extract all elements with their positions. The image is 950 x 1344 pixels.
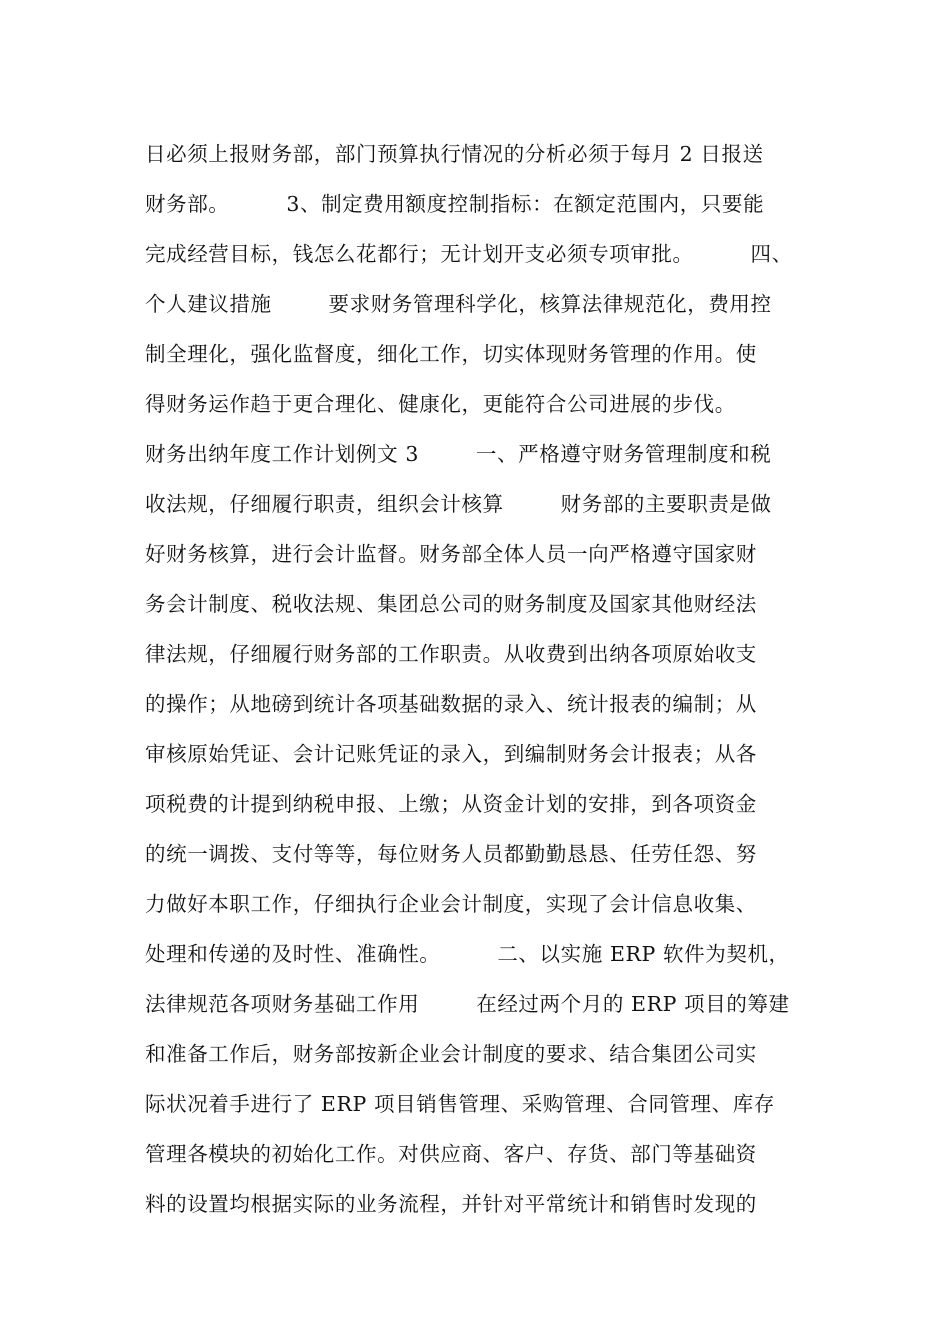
text-line: 务会计制度、税收法规、集团总公司的财务制度及国家其他财经法 [145, 592, 757, 616]
text-line: 管理各模块的初始化工作。对供应商、客户、存货、部门等基础资 [145, 1142, 757, 1166]
text-line: 制全理化，强化监督度，细化工作，切实体现财务管理的作用。使 [145, 342, 757, 366]
text-line: 财务出纳年度工作计划例文 3 一、严格遵守财务管理制度和税 [145, 442, 772, 466]
text-line: 好财务核算，进行会计监督。财务部全体人员一向严格遵守国家财 [145, 542, 757, 566]
text-line: 财务部。 3、制定费用额度控制指标：在额定范围内，只要能 [145, 192, 765, 216]
text-line: 料的设置均根据实际的业务流程，并针对平常统计和销售时发现的 [145, 1192, 757, 1216]
text-line: 审核原始凭证、会计记账凭证的录入，到编制财务会计报表；从各 [145, 742, 757, 766]
text-line: 日必须上报财务部，部门预算执行情况的分析必须于每月 2 日报送 [145, 142, 764, 166]
text-line: 际状况着手进行了 ERP 项目销售管理、采购管理、合同管理、库存 [145, 1092, 775, 1116]
body-text [145, 129, 865, 1229]
text-line: 法律规范各项财务基础工作用 在经过两个月的 ERP 项目的筹建 [145, 992, 790, 1016]
text-line: 和准备工作后，财务部按新企业会计制度的要求、结合集团公司实 [145, 1042, 757, 1066]
text-line: 的统一调拨、支付等等，每位财务人员都勤勤恳恳、任劳任怨、努 [145, 842, 757, 866]
text-line: 得财务运作趋于更合理化、健康化，更能符合公司进展的步伐。 [145, 392, 736, 416]
text-line: 完成经营目标，钱怎么花都行；无计划开支必须专项审批。 四、 [145, 242, 793, 266]
text-line: 处理和传递的及时性、准确性。 二、以实施 ERP 软件为契机， [145, 942, 790, 966]
text-line: 的操作；从地磅到统计各项基础数据的录入、统计报表的编制；从 [145, 692, 757, 716]
text-line: 项税费的计提到纳税申报、上缴；从资金计划的安排，到各项资金 [145, 792, 757, 816]
text-line: 律法规，仔细履行财务部的工作职责。从收费到出纳各项原始收支 [145, 642, 757, 666]
text-line: 力做好本职工作，仔细执行企业会计制度，实现了会计信息收集、 [145, 892, 757, 916]
text-line: 个人建议措施 要求财务管理科学化，核算法律规范化，费用控 [145, 292, 772, 316]
text-line: 收法规，仔细履行职责，组织会计核算 财务部的主要职责是做 [145, 492, 772, 516]
